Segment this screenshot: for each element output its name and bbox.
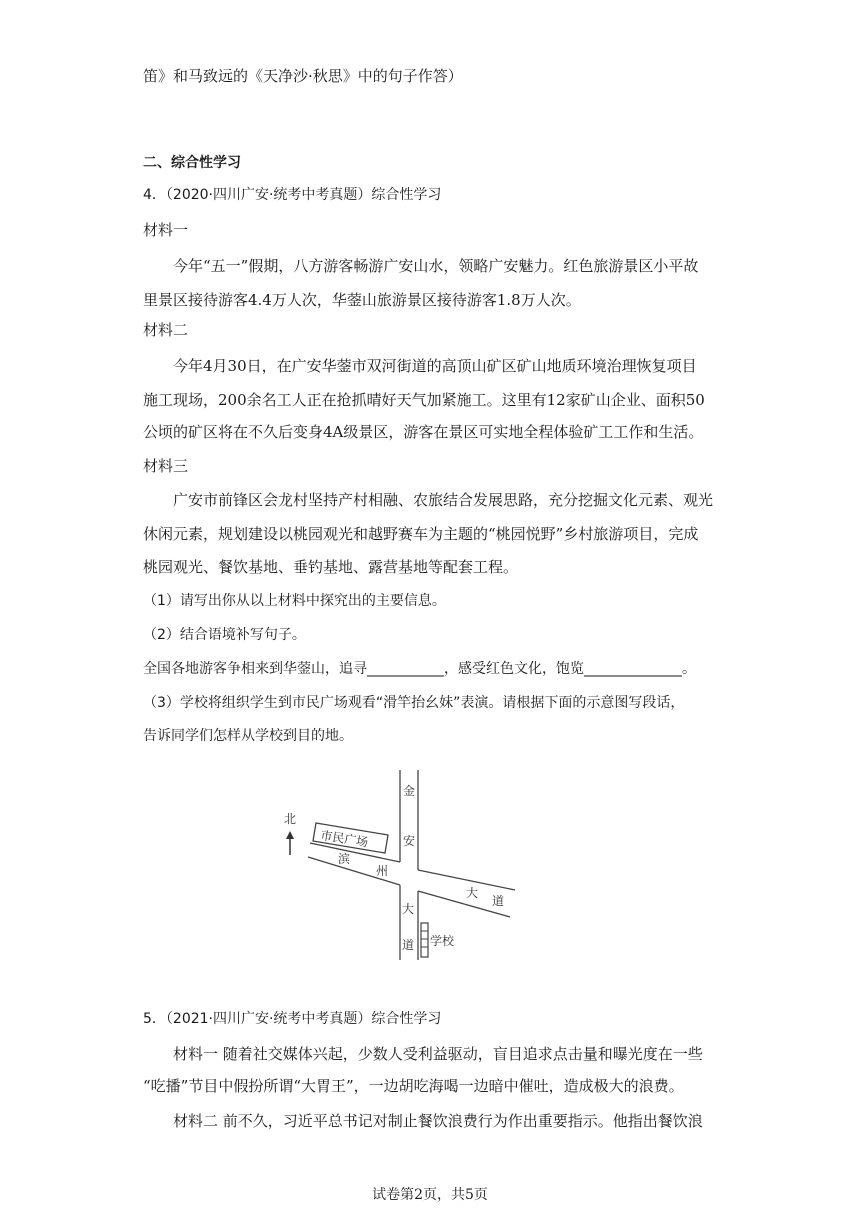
question-4-part-1: （1）请写出你从以上材料中探究出的主要信息。 [143,593,446,609]
road-ns-char: 大 [402,902,415,916]
question-4-part-3-text: 告诉同学们怎样从学校到目的地。 [143,728,353,744]
material-3-text: 桃园观光、餐饮基地、垂钓基地、露营基地等配套工程。 [143,558,519,576]
material-2-text: 公顷的矿区将在不久后变身4A级景区，游客在景区可实地全程体验矿工工作和生活。 [143,423,704,441]
q5-material-2-text: 材料二 前不久，习近平总书记对制止餐饮浪费行为作出重要指示。他指出餐饮浪 [173,1112,703,1130]
road-ns-char: 安 [403,834,416,848]
school-building [421,923,428,957]
road-ew-char: 大 [466,886,479,900]
school-label: 学校 [430,934,455,948]
section-heading: 二、综合性学习 [143,155,241,171]
road-ew-char: 滨 [338,852,351,866]
question-4-part-2-text: 全国各地游客争相来到华蓥山，追寻___________，感受红色文化，饱览______________。 [143,661,696,677]
material-1-text: 里景区接待游客4.4万人次，华蓥山旅游景区接待游客1.8万人次。 [143,291,581,309]
north-label: 北 [284,812,297,826]
road-ew-char: 州 [376,864,389,878]
road-ew-char: 道 [492,894,505,908]
material-1-text: 今年“五一”假期，八方游客畅游广安山水，领略广安魅力。红色旅游景区小平故 [173,257,699,275]
material-1-label: 材料一 [143,221,189,239]
north-arrow-head [286,831,294,839]
route-map [280,765,520,965]
road-ns-char: 金 [403,784,416,798]
square-label: 市民广场 [319,828,370,850]
material-3-text: 休闲元素，规划建设以桃园观光和越野赛车为主题的“桃园悦野”乡村旅游项目，完成 [143,525,699,543]
material-2-label: 材料二 [143,321,189,339]
question-4-part-2: （2）结合语境补写句子。 [143,627,306,643]
q5-material-1-text: 材料一 随着社交媒体兴起，少数人受利益驱动，盲目追求点击量和曝光度在一些 [173,1045,703,1063]
q5-material-1-text: “吃播”节目中假扮所谓“大胃王”，一边胡吃海喝一边暗中催吐，造成极大的浪费。 [143,1077,684,1095]
page-footer: 试卷第2页，共5页 [372,1187,488,1203]
question-4-part-3: （3）学校将组织学生到市民广场观看“滑竿抬幺妹”表演。请根据下面的示意图写段话， [143,695,685,711]
material-2-text: 施工现场，200余名工人正在抢抓晴好天气加紧施工。这里有12家矿山企业、面积50 [143,391,705,409]
road-ns-char: 道 [402,938,415,952]
question-5-title: 5．（2021·四川广安·统考中考真题）综合性学习 [143,1011,442,1027]
material-2-text: 今年4月30日，在广安华蓥市双河街道的高顶山矿区矿山地质环境治理恢复项目 [173,357,697,375]
material-3-text: 广安市前锋区会龙村坚持产村相融、农旅结合发展思路，充分挖掘文化元素、观光 [173,491,714,509]
material-3-label: 材料三 [143,457,189,475]
question-4-title: 4．（2020·四川广安·统考中考真题）综合性学习 [143,187,442,203]
line-1: 笛》和马致远的《天净沙·秋思》中的句子作答） [143,67,463,85]
